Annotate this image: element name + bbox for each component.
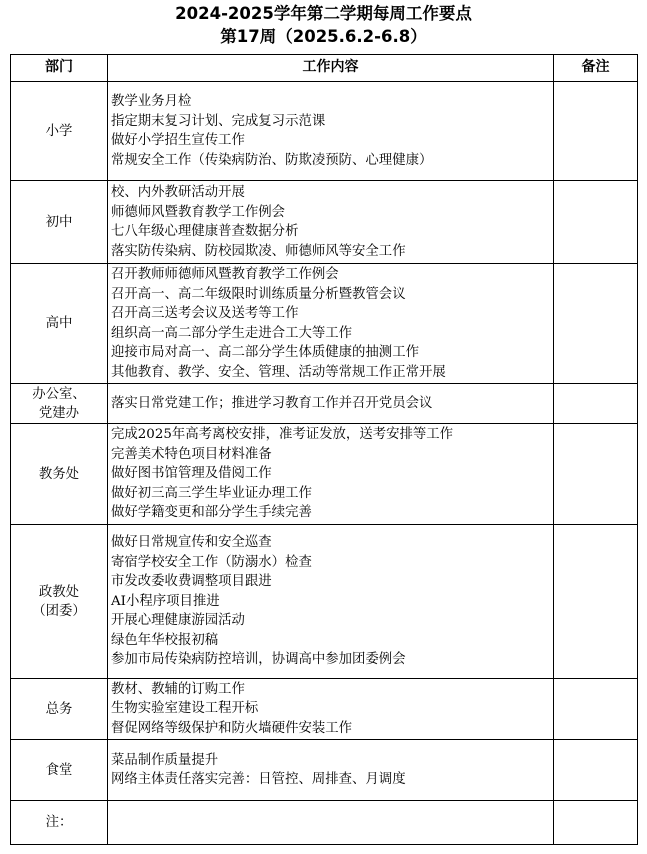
work-item: 落实防传染病、防校园欺凌、师德师风等安全工作: [111, 243, 406, 259]
table-row: [11, 384, 638, 424]
work-item: 市发改委收费调整项目跟进: [111, 574, 272, 590]
work-item: 做好日常规宣传和安全巡查: [111, 535, 272, 551]
page-subtitle: 第17周（2025.6.2-6.8）: [220, 27, 427, 46]
content-cell: [108, 264, 554, 384]
table-row: [11, 801, 638, 845]
dept-cell: [11, 181, 108, 264]
work-item: 教材、教辅的订购工作: [111, 681, 245, 697]
content-cell: [108, 740, 554, 801]
table-header-row: [11, 55, 638, 82]
work-item: 完善美术特色项目材料准备: [111, 446, 272, 462]
work-item: 召开高一、高二年级限时训练质量分析暨教管会议: [111, 286, 406, 302]
table-body: [11, 82, 638, 845]
dept-cell: [11, 679, 108, 740]
remark-cell: [554, 740, 638, 801]
work-item: 做好学籍变更和部分学生手续完善: [111, 505, 312, 521]
page-title: 2024-2025学年第二学期每周工作要点: [175, 4, 472, 23]
work-item: 寄宿学校安全工作（防溺水）检查: [111, 554, 312, 570]
work-item: 指定期末复习计划、完成复习示范课: [111, 113, 326, 129]
remark-cell: [554, 384, 638, 424]
remark-cell: [554, 424, 638, 525]
table-row: [11, 424, 638, 525]
remark-cell: [554, 82, 638, 181]
work-item: 师德师风暨教育教学工作例会: [111, 204, 286, 220]
work-item: 督促网络等级保护和防火墙硬件安装工作: [111, 720, 353, 736]
content-cell: [108, 679, 554, 740]
dept-cell: [11, 424, 108, 525]
remark-cell: [554, 801, 638, 845]
dept-label: 食堂: [45, 762, 73, 778]
content-cell: [108, 801, 554, 845]
work-item: 其他教育、教学、安全、管理、活动等常规工作正常开展: [111, 364, 446, 380]
dept-cell: [11, 384, 108, 424]
content-cell: [108, 181, 554, 264]
work-item: 迎接市局对高一、高二部分学生体质健康的抽测工作: [111, 345, 419, 360]
table-row: [11, 181, 638, 264]
dept-cell: [11, 525, 108, 679]
dept-label: 政教处: [38, 584, 80, 600]
dept-cell: [11, 264, 108, 384]
column-header-remark: 备注: [554, 55, 638, 82]
dept-label: 小学: [45, 123, 73, 139]
content-cell: [108, 82, 554, 181]
dept-label: 初中: [45, 214, 73, 230]
work-item: AI小程序项目推进: [111, 593, 220, 609]
table-row: [11, 525, 638, 679]
work-item: 绿色年华校报初稿: [111, 632, 219, 648]
dept-label: 总务: [45, 701, 73, 717]
content-cell: [108, 384, 554, 424]
dept-label: （团委）: [32, 603, 86, 619]
work-item: 七八年级心理健康普查数据分析: [111, 224, 299, 239]
column-header-content: 工作内容: [108, 55, 554, 82]
remark-cell: [554, 264, 638, 384]
work-item: 教学业务月检: [111, 94, 192, 109]
work-item: 做好初三高三学生毕业证办理工作: [111, 485, 312, 501]
dept-cell: [11, 801, 108, 845]
work-item: 开展心理健康游园活动: [111, 613, 245, 629]
column-header-dept: 部门: [11, 55, 108, 82]
dept-cell: [11, 740, 108, 801]
content-cell: [108, 525, 554, 679]
dept-label: 注：: [45, 815, 73, 830]
work-item: 召开高三送考会议及送考等工作: [111, 306, 299, 321]
work-item: 菜品制作质量提升: [111, 752, 219, 768]
work-item: 常规安全工作（传染病防治、防欺凌预防、心理健康）: [111, 152, 433, 168]
work-item: 校、内外教研活动开展: [111, 185, 245, 200]
work-item: 完成2025年高考离校安排，准考证发放，送考安排等工作: [111, 427, 454, 443]
dept-label: 办公室、: [32, 386, 86, 402]
content-cell: [108, 424, 554, 525]
work-item: 做好图书馆管理及借阅工作: [111, 466, 272, 482]
work-item: 生物实验室建设工程开标: [111, 701, 259, 717]
dept-label: 教务处: [38, 466, 80, 482]
work-item: 召开教师师德师风暨教育教学工作例会: [111, 267, 339, 282]
table-row: [11, 264, 638, 384]
work-item: 参加市局传染病防控培训，协调高中参加团委例会: [111, 652, 406, 668]
weekly-plan-table: [10, 54, 638, 845]
remark-cell: [554, 525, 638, 679]
table-row: [11, 740, 638, 801]
remark-cell: [554, 181, 638, 264]
table-row: [11, 82, 638, 181]
work-item: 落实日常党建工作；推进学习教育工作并召开党员会议: [111, 395, 433, 411]
work-item: 网络主体责任落实完善：日管控、周排查、月调度: [111, 772, 406, 787]
remark-cell: [554, 679, 638, 740]
dept-label: 高中: [45, 316, 73, 331]
work-item: 做好小学招生宣传工作: [111, 133, 245, 148]
dept-cell: [11, 82, 108, 181]
dept-label: 党建办: [38, 405, 80, 421]
work-item: 组织高一高二部分学生走进合工大等工作: [111, 325, 353, 341]
table-row: [11, 679, 638, 740]
